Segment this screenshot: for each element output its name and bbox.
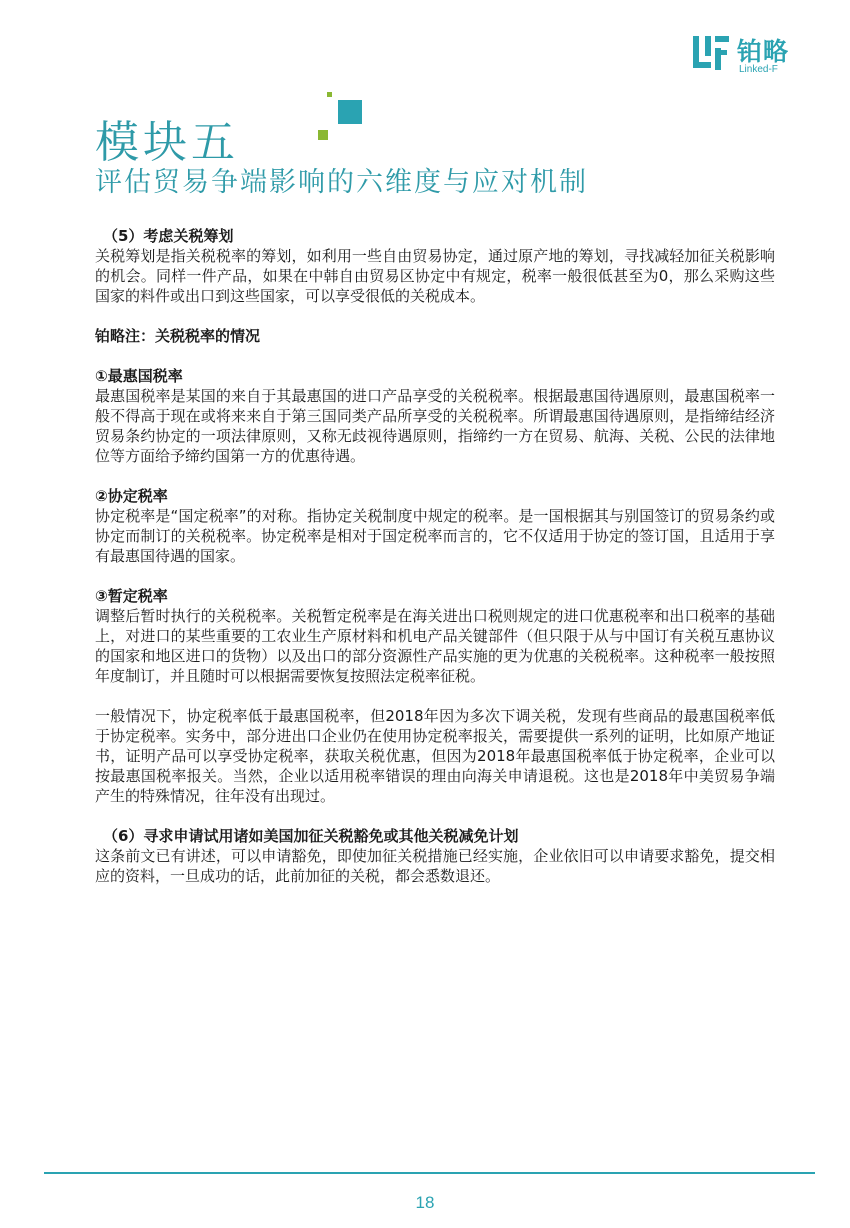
page-number: 18 [415, 1193, 435, 1212]
module-subtitle: 评估贸易争端影响的六维度与应对机制 [95, 167, 588, 198]
section-heading: ①最惠国税率 [95, 367, 183, 385]
logo-english-name: Linked-F [739, 64, 778, 75]
section-heading: 铂略注：关税税率的情况 [95, 327, 261, 345]
section-heading: （5）考虑关税筹划 [103, 227, 234, 245]
section-heading: （6）寻求申请试用诸如美国加征关税豁免或其他关税减免计划 [103, 827, 519, 845]
decorative-squares [316, 92, 366, 144]
paragraph: 关税筹划是指关税税率的筹划，如利用一些自由贸易协定，通过原产地的筹划，寻找减轻加征关税影响的机会。同样一件产品，如果在中韩自由贸易区协定中有规定，税率一般很低甚至为0，那么采购这些国家的料件或出口到这些国家，可以享受很低的关税成本。 [95, 247, 775, 305]
brand-logo [693, 32, 813, 76]
section-heading: ②协定税率 [95, 487, 168, 505]
article-body [95, 226, 775, 886]
module-title: 模块五 [95, 117, 239, 168]
linked-f-logo-icon [693, 36, 729, 70]
paragraph: 协定税率是“国定税率”的对称。指协定关税制度中规定的税率。是一国根据其与别国签订的贸易条约或协定而制订的关税税率。协定税率是相对于国定税率而言的，它不仅适用于协定的签订国，且适用于享有最惠国待遇的国家。 [95, 507, 775, 565]
section-heading: ③暂定税率 [95, 587, 168, 605]
paragraph: 一般情况下，协定税率低于最惠国税率，但2018年因为多次下调关税，发现有些商品的最惠国税率低于协定税率。实务中，部分进出口企业仍在使用协定税率报关，需要提供一系列的证明，比如原产地证书，证明产品可以享受协定税率，获取关税优惠，但因为2018年最惠国税率低于协定税率，企业可以按最惠国税率报关。当然，企业以适用税率错误的理由向海关申请退税。这也是2018年中美贸易争端产生的特殊情况，往年没有出现过。 [95, 707, 775, 805]
paragraph: 调整后暂时执行的关税税率。关税暂定税率是在海关进出口税则规定的进口优惠税率和出口税率的基础上，对进口的某些重要的工农业生产原材料和机电产品关键部件（但只限于从与中国订有关税互惠协议的国家和地区进口的货物）以及出口的部分资源性产品实施的更为优惠的关税税率。这种税率一般按照年度制订，并且随时可以根据需要恢复按照法定税率征税。 [95, 607, 775, 685]
footer-divider [44, 1172, 815, 1174]
paragraph: 最惠国税率是某国的来自于其最惠国的进口产品享受的关税税率。根据最惠国待遇原则，最惠国税率一般不得高于现在或将来来自于第三国同类产品所享受的关税税率。所谓最惠国待遇原则，是指缔结经济贸易条约协定的一项法律原则，又称无歧视待遇原则，指缔约一方在贸易、航海、关税、公民的法律地位等方面给予缔约国第一方的优惠待遇。 [95, 387, 775, 465]
logo-chinese-name: 铂略 [737, 37, 790, 66]
paragraph: 这条前文已有讲述，可以申请豁免，即使加征关税措施已经实施，企业依旧可以申请要求豁免，提交相应的资料，一旦成功的话，此前加征的关税，都会悉数退还。 [95, 847, 775, 885]
